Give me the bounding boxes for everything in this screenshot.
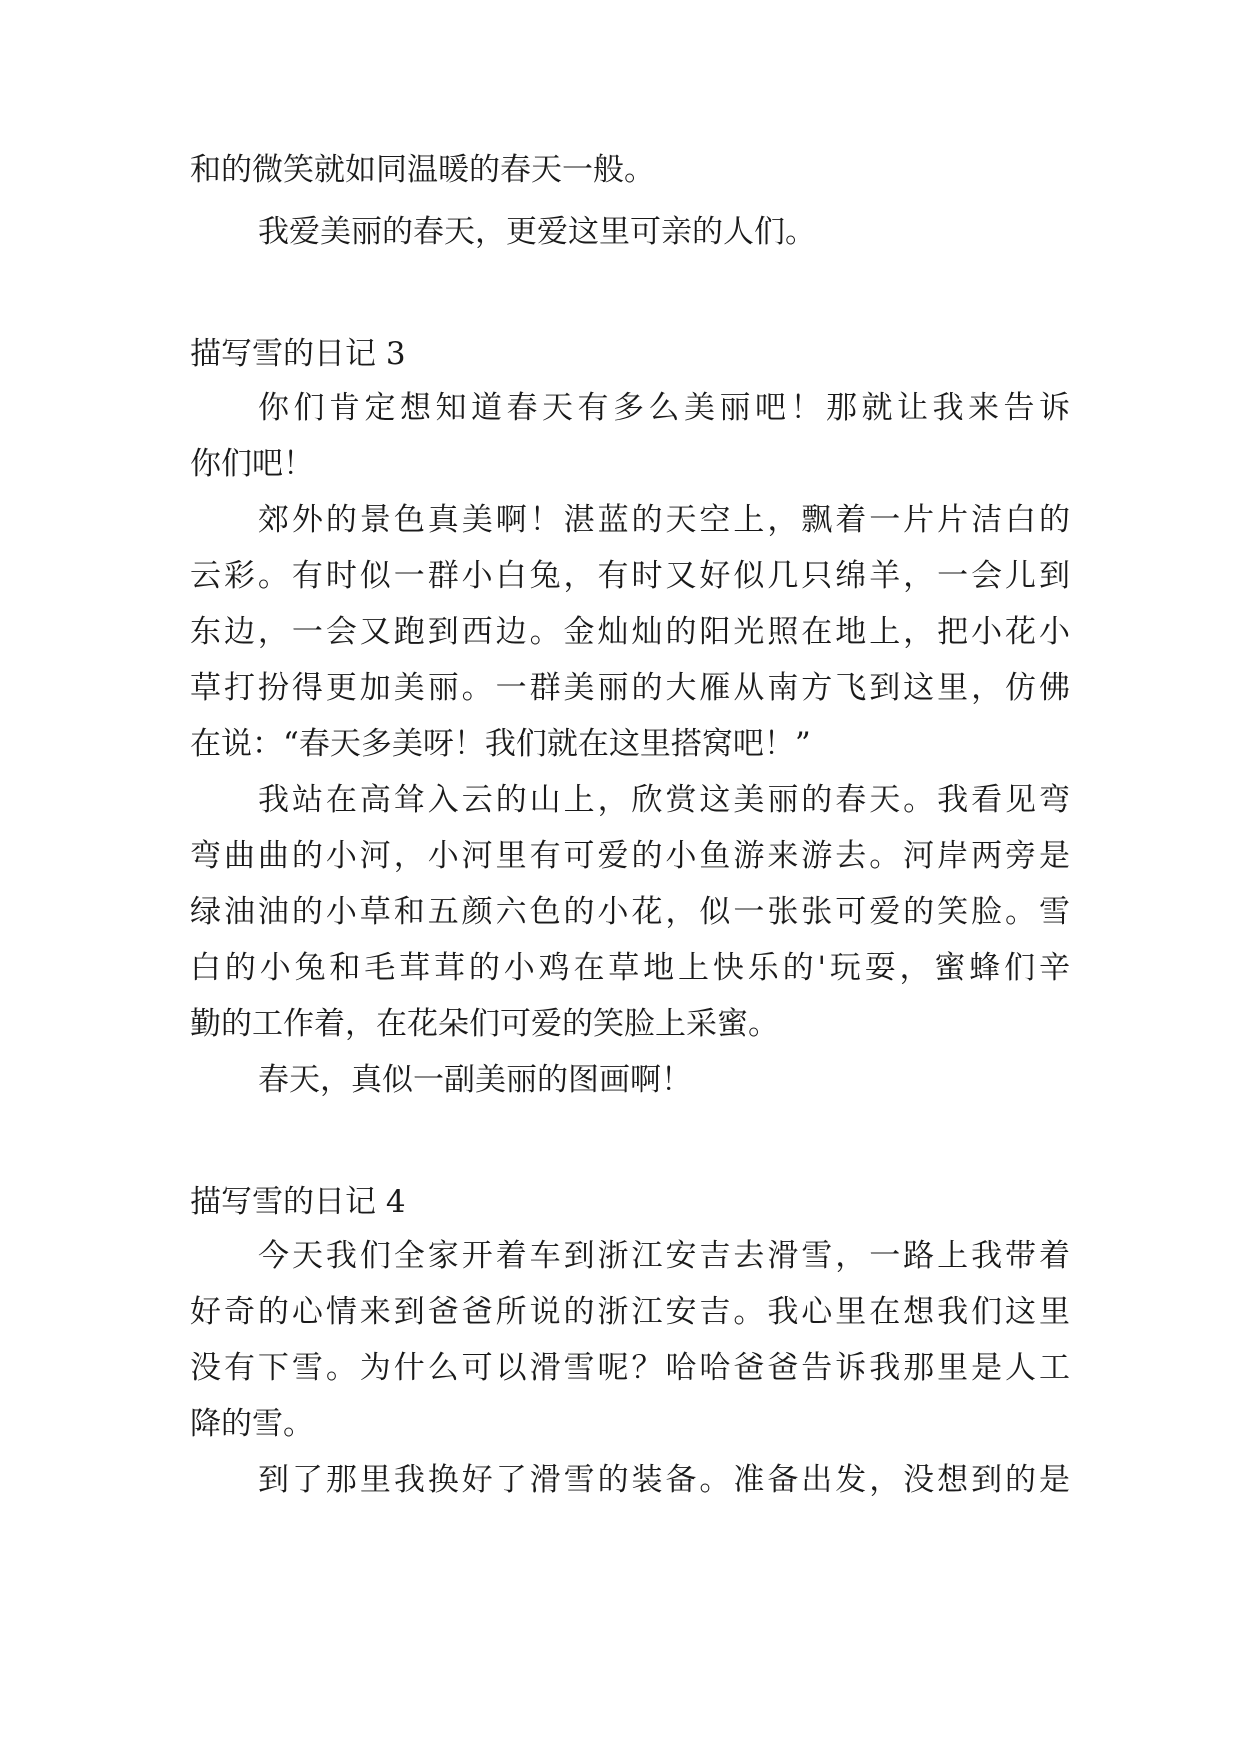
paragraph-line: 弯曲曲的小河，小河里有可爱的小鱼游来游去。河岸两旁是 (190, 838, 1070, 874)
paragraph-line: 白的小兔和毛茸茸的小鸡在草地上快乐的'玩耍，蜜蜂们辛 (190, 950, 1070, 986)
paragraph-line: 降的雪。 (190, 1406, 314, 1442)
paragraph-line: 草打扮得更加美丽。一群美丽的大雁从南方飞到这里，仿佛 (190, 670, 1070, 706)
paragraph-line: 春天，真似一副美丽的图画啊！ (258, 1062, 692, 1098)
paragraph-line: 你们吧！ (190, 446, 314, 482)
paragraph-line: 你们肯定想知道春天有多么美丽吧！那就让我来告诉 (258, 390, 1070, 426)
paragraph-line: 在说：“春天多美呀！我们就在这里搭窝吧！” (190, 726, 811, 762)
paragraph-line: 郊外的景色真美啊！湛蓝的天空上，飘着一片片洁白的 (258, 502, 1070, 538)
paragraph-line: 勤的工作着，在花朵们可爱的笑脸上采蜜。 (190, 1006, 779, 1042)
paragraph-line: 我站在高耸入云的山上，欣赏这美丽的春天。我看见弯 (258, 782, 1070, 818)
section-title: 描写雪的日记 3 (190, 336, 406, 372)
paragraph-line: 好奇的心情来到爸爸所说的浙江安吉。我心里在想我们这里 (190, 1294, 1070, 1330)
paragraph-line: 到了那里我换好了滑雪的装备。准备出发，没想到的是 (258, 1462, 1070, 1498)
paragraph-line: 东边，一会又跑到西边。金灿灿的阳光照在地上，把小花小 (190, 614, 1070, 650)
paragraph-line: 云彩。有时似一群小白兔，有时又好似几只绵羊，一会儿到 (190, 558, 1070, 594)
section-title: 描写雪的日记 4 (190, 1184, 406, 1220)
paragraph-line: 今天我们全家开着车到浙江安吉去滑雪，一路上我带着 (258, 1238, 1070, 1274)
paragraph-line: 我爱美丽的春天，更爱这里可亲的人们。 (258, 214, 816, 250)
paragraph-line: 绿油油的小草和五颜六色的小花，似一张张可爱的笑脸。雪 (190, 894, 1070, 930)
paragraph-line: 和的微笑就如同温暖的春天一般。 (190, 152, 655, 188)
paragraph-line: 没有下雪。为什么可以滑雪呢？哈哈爸爸告诉我那里是人工 (190, 1350, 1070, 1386)
